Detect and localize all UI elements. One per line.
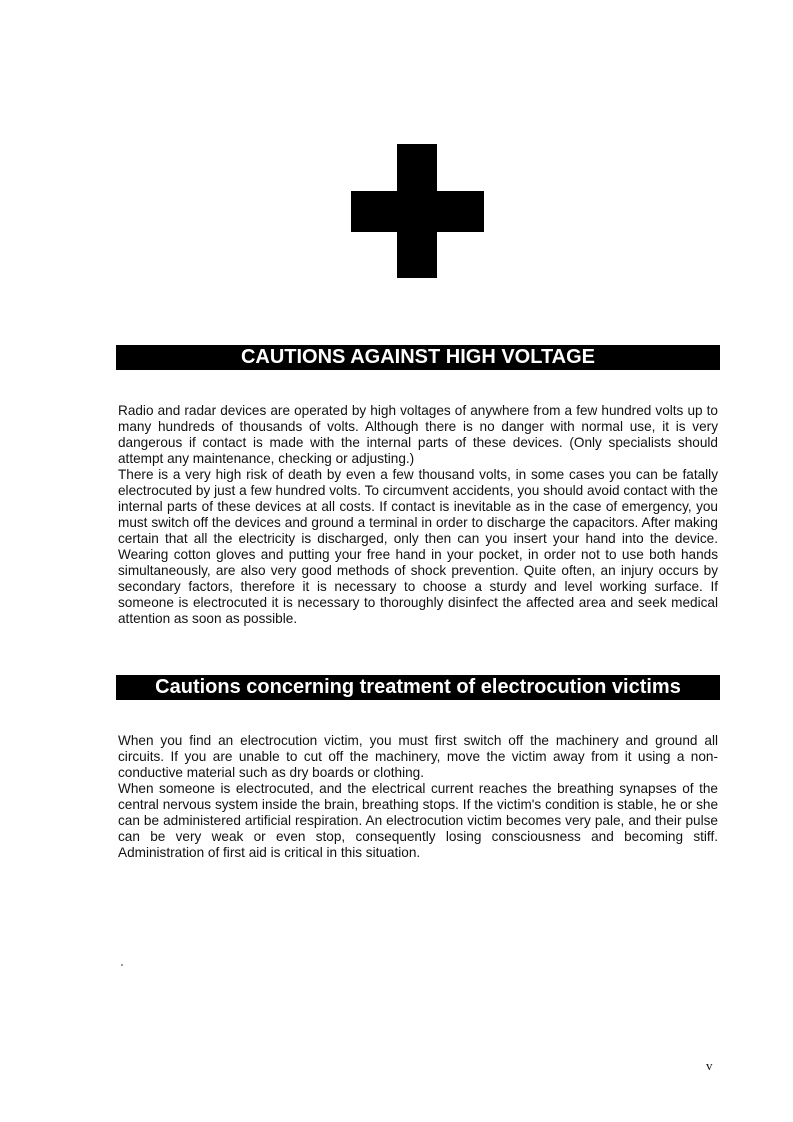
high-voltage-paragraph-1: Radio and radar devices are operated by high voltages of anywhere from a few hundred volts up to many hundreds of thousands of volts. Although there is no danger with normal use, it is very dangerous if contact is made with the internal parts of these devices. (Only specialists should attempt any maintenance, checking or adjusting.) [118, 403, 718, 466]
electrocution-paragraph-2: When someone is electrocuted, and the electrical current reaches the breathing synapses of the central nervous system inside the brain, breathing stops. If the victim's condition is stable, he or she can be administered artificial respiration. An electrocution victim becomes very pale, and their pulse can be very weak or even stop, consequently losing consciousness and becoming stiff. Administration of first aid is critical in this situation. [118, 781, 718, 860]
cross-horizontal-bar [351, 191, 484, 232]
electrocution-paragraph-1: When you find an electrocution victim, you must first switch off the machinery and ground all circuits. If you are unable to cut off the machinery, move the victim away from it using a non-conductive material such as dry boards or clothing. [118, 733, 718, 780]
electrocution-heading: Cautions concerning treatment of electrocution victims [116, 675, 720, 700]
high-voltage-heading: CAUTIONS AGAINST HIGH VOLTAGE [116, 345, 720, 370]
electrocution-body [118, 733, 718, 861]
high-voltage-body [118, 403, 718, 627]
stray-dot [121, 964, 123, 966]
page-number: v [706, 1058, 713, 1073]
high-voltage-paragraph-2: There is a very high risk of death by even a few thousand volts, in some cases you can be fatally electrocuted by just a few hundred volts. To circumvent accidents, you should avoid contact with the internal parts of these devices at all costs. If contact is inevitable as in the case of emergency, you must switch off the devices and ground a terminal in order to discharge the capacitors. After making certain that all the electricity is discharged, only then can you insert your hand into the device. Wearing cotton gloves and putting your free hand in your pocket, in order not to use both hands simultaneously, are also very good methods of shock prevention. Quite often, an injury occurs by secondary factors, therefore it is necessary to choose a sturdy and level working surface. If someone is electrocuted it is necessary to thoroughly disinfect the affected area and seek medical attention as soon as possible. [118, 467, 718, 626]
